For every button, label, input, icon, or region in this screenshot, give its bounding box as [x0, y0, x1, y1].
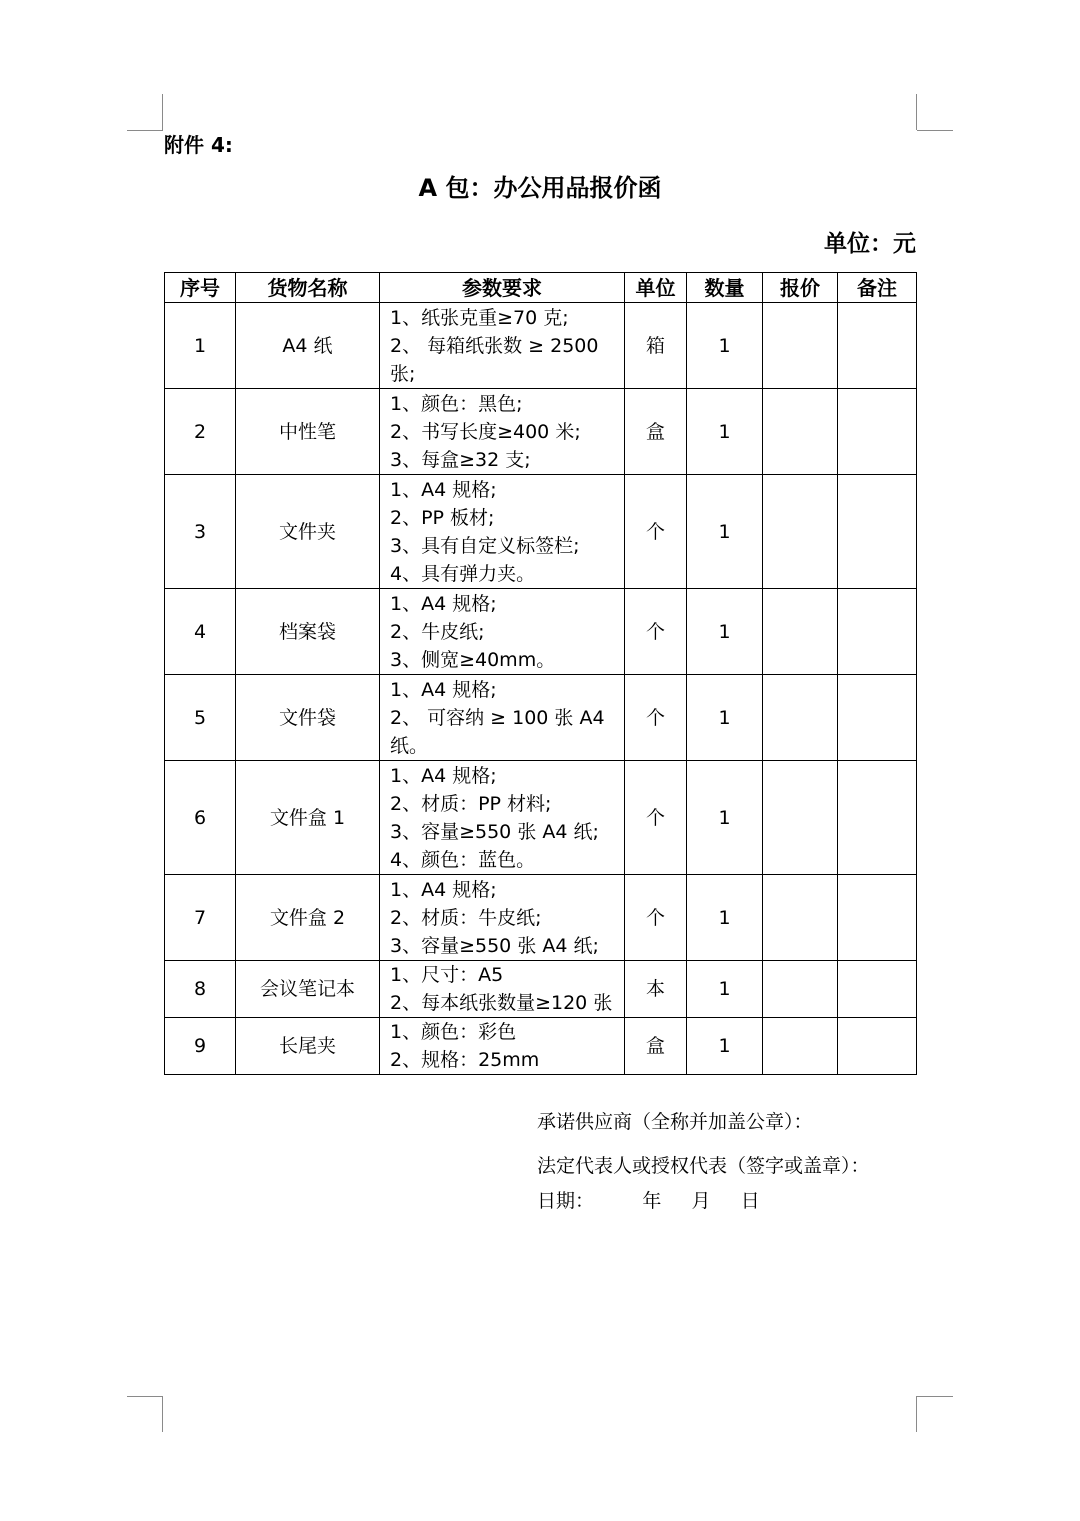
- param-line: 2、每本纸张数量≥120 张: [390, 992, 613, 1014]
- param-line: 3、侧宽≥40mm。: [390, 648, 556, 671]
- table-row: [165, 475, 917, 589]
- param-line: 2、材质：PP 材料;: [390, 792, 552, 815]
- crop-mark: [917, 130, 953, 131]
- cell-remark: [838, 303, 917, 389]
- column-header-quantity: 数量: [687, 273, 763, 303]
- param-line: 4、颜色：蓝色。: [390, 848, 536, 871]
- cell-params: [380, 475, 625, 589]
- cell-quantity: 1: [687, 589, 763, 675]
- cell-params: [380, 675, 625, 761]
- param-line: 2、 可容纳 ≥ 100 张 A4: [390, 706, 605, 729]
- cell-remark: [838, 761, 917, 875]
- param-line: 4、具有弹力夹。: [390, 562, 536, 585]
- cell-no: 1: [165, 303, 236, 389]
- table-row: [165, 675, 917, 761]
- cell-remark: [838, 1018, 917, 1075]
- cell-unit: 个: [625, 761, 687, 875]
- cell-no: 5: [165, 675, 236, 761]
- cell-quantity: 1: [687, 761, 763, 875]
- param-line: 1、A4 规格;: [390, 592, 497, 615]
- param-line: 3、每盒≥32 支;: [390, 448, 531, 471]
- cell-unit: 本: [625, 961, 687, 1018]
- table-row: [165, 761, 917, 875]
- attachment-label: 附件 4:: [164, 133, 233, 157]
- cell-price: [763, 1018, 838, 1075]
- crop-mark: [162, 1396, 163, 1432]
- cell-name: 档案袋: [236, 589, 380, 675]
- param-line: 3、容量≥550 张 A4 纸;: [390, 934, 599, 957]
- cell-name: 中性笔: [236, 389, 380, 475]
- cell-price: [763, 875, 838, 961]
- cell-remark: [838, 961, 917, 1018]
- param-line: 2、书写长度≥400 米;: [390, 420, 581, 443]
- cell-no: 8: [165, 961, 236, 1018]
- param-line: 1、颜色：彩色: [390, 1021, 517, 1043]
- column-header-name: 货物名称: [236, 273, 380, 303]
- cell-unit: 个: [625, 875, 687, 961]
- crop-mark: [917, 1396, 953, 1397]
- cell-price: [763, 475, 838, 589]
- date-line: 日期： 年 月 日: [537, 1190, 760, 1212]
- column-header-remark: 备注: [838, 273, 917, 303]
- cell-name: 会议笔记本: [236, 961, 380, 1018]
- cell-remark: [838, 475, 917, 589]
- cell-unit: 个: [625, 675, 687, 761]
- table-row: [165, 389, 917, 475]
- cell-remark: [838, 589, 917, 675]
- table-row: [165, 961, 917, 1018]
- param-line: 3、具有自定义标签栏;: [390, 534, 580, 557]
- cell-params: [380, 1018, 625, 1075]
- cell-quantity: 1: [687, 475, 763, 589]
- param-line: 2、规格：25mm: [390, 1049, 540, 1071]
- cell-quantity: 1: [687, 389, 763, 475]
- cell-no: 6: [165, 761, 236, 875]
- cell-remark: [838, 675, 917, 761]
- representative-signature-line: 法定代表人或授权代表（签字或盖章）：: [537, 1155, 870, 1177]
- quotation-table: [164, 272, 917, 1075]
- param-line: 3、容量≥550 张 A4 纸;: [390, 820, 599, 843]
- cell-name: 文件袋: [236, 675, 380, 761]
- param-line: 2、PP 板材;: [390, 506, 495, 529]
- param-line: 1、A4 规格;: [390, 764, 497, 787]
- cell-unit: 个: [625, 589, 687, 675]
- param-line: 2、牛皮纸;: [390, 620, 485, 643]
- param-line: 2、材质：牛皮纸;: [390, 906, 542, 929]
- cell-no: 4: [165, 589, 236, 675]
- cell-no: 9: [165, 1018, 236, 1075]
- cell-quantity: 1: [687, 303, 763, 389]
- param-line: 1、A4 规格;: [390, 878, 497, 901]
- table-row: [165, 303, 917, 389]
- cell-unit: 个: [625, 475, 687, 589]
- cell-remark: [838, 875, 917, 961]
- cell-name: 文件夹: [236, 475, 380, 589]
- param-line: 1、尺寸：A5: [390, 964, 504, 986]
- cell-name: A4 纸: [236, 303, 380, 389]
- param-line: 张;: [390, 362, 416, 385]
- cell-no: 3: [165, 475, 236, 589]
- param-line: 纸。: [390, 734, 429, 757]
- param-line: 1、A4 规格;: [390, 478, 497, 501]
- cell-price: [763, 589, 838, 675]
- cell-price: [763, 675, 838, 761]
- cell-quantity: 1: [687, 675, 763, 761]
- crop-mark: [127, 1396, 163, 1397]
- supplier-signature-line: 承诺供应商（全称并加盖公章）：: [537, 1111, 813, 1133]
- cell-price: [763, 761, 838, 875]
- cell-params: [380, 589, 625, 675]
- crop-mark: [916, 94, 917, 130]
- param-line: 1、纸张克重≥70 克;: [390, 306, 569, 329]
- crop-mark: [127, 130, 163, 131]
- column-header-unit: 单位: [625, 273, 687, 303]
- cell-name: 文件盒 2: [236, 875, 380, 961]
- cell-no: 7: [165, 875, 236, 961]
- cell-params: [380, 875, 625, 961]
- table-row: [165, 1018, 917, 1075]
- column-header-price: 报价: [763, 273, 838, 303]
- column-header-params: 参数要求: [380, 273, 625, 303]
- cell-quantity: 1: [687, 1018, 763, 1075]
- cell-params: [380, 389, 625, 475]
- cell-name: 文件盒 1: [236, 761, 380, 875]
- cell-no: 2: [165, 389, 236, 475]
- param-line: 1、颜色：黑色;: [390, 392, 523, 415]
- cell-unit: 盒: [625, 1018, 687, 1075]
- cell-quantity: 1: [687, 961, 763, 1018]
- currency-unit-label: 单位：元: [824, 231, 916, 257]
- page-title: A 包：办公用品报价函: [418, 174, 662, 202]
- cell-price: [763, 389, 838, 475]
- crop-mark: [916, 1396, 917, 1432]
- cell-remark: [838, 389, 917, 475]
- cell-params: [380, 961, 625, 1018]
- cell-price: [763, 303, 838, 389]
- cell-unit: 盒: [625, 389, 687, 475]
- cell-params: [380, 303, 625, 389]
- cell-params: [380, 761, 625, 875]
- table-row: [165, 875, 917, 961]
- table-row: [165, 589, 917, 675]
- crop-mark: [162, 94, 163, 130]
- cell-price: [763, 961, 838, 1018]
- cell-quantity: 1: [687, 875, 763, 961]
- param-line: 2、 每箱纸张数 ≥ 2500: [390, 334, 599, 357]
- param-line: 1、A4 规格;: [390, 678, 497, 701]
- cell-name: 长尾夹: [236, 1018, 380, 1075]
- column-header-no: 序号: [165, 273, 236, 303]
- table-header-row: [165, 273, 917, 303]
- cell-unit: 箱: [625, 303, 687, 389]
